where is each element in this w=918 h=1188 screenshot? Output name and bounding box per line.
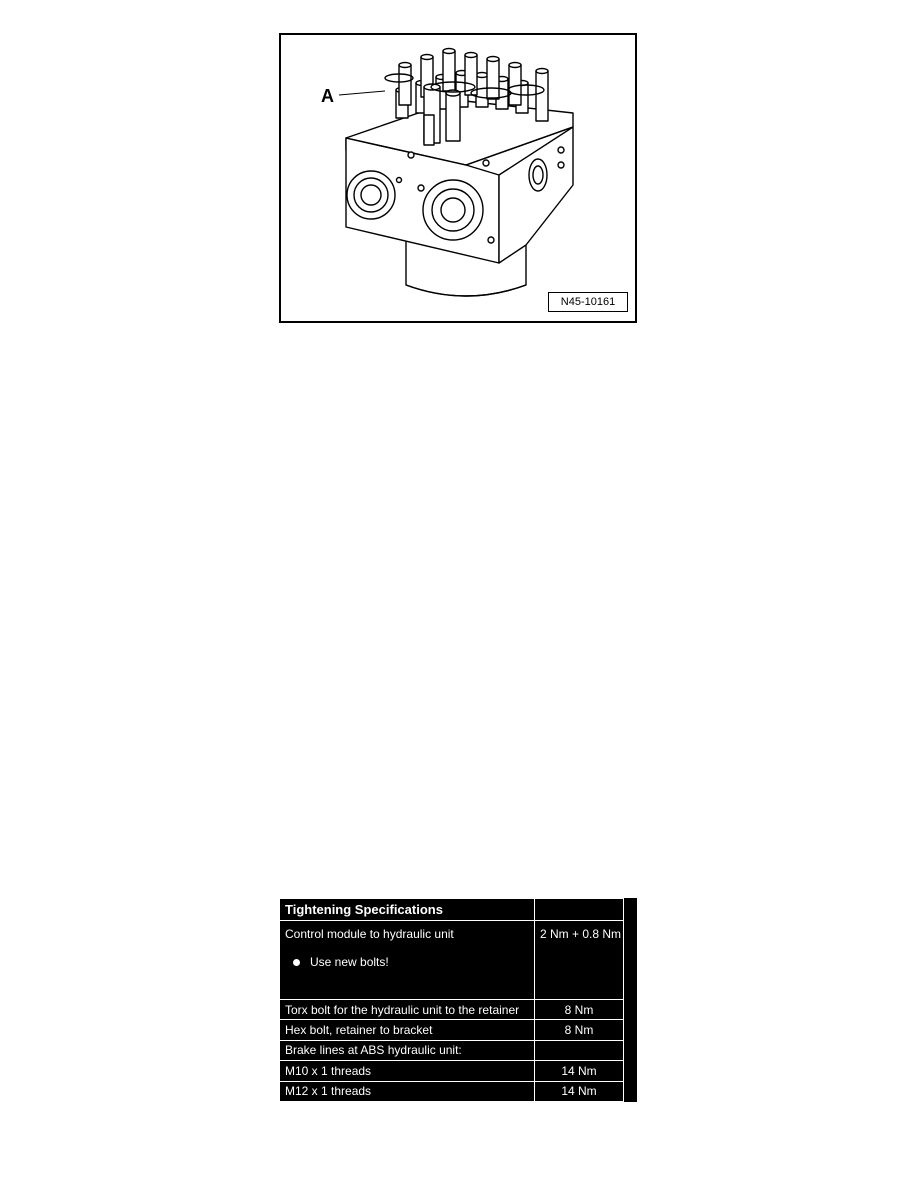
hydraulic-unit-figure bbox=[279, 33, 637, 323]
row-label: Torx bolt for the hydraulic unit to the retainer bbox=[280, 999, 535, 1019]
abs-hydraulic-unit-drawing-icon bbox=[281, 35, 635, 321]
table-row bbox=[280, 1081, 637, 1101]
row-value: 2 Nm + 0.8 Nm bbox=[535, 921, 624, 1000]
table-row bbox=[280, 921, 637, 1000]
note-line bbox=[285, 955, 529, 969]
table-title: Tightening Specifications bbox=[280, 899, 535, 921]
table-row bbox=[280, 999, 637, 1019]
row-value: 8 Nm bbox=[535, 1020, 624, 1040]
table-row bbox=[280, 1020, 637, 1040]
table-header-row bbox=[280, 899, 637, 921]
table-row bbox=[280, 1040, 637, 1060]
row-value: 8 Nm bbox=[535, 999, 624, 1019]
table-row bbox=[280, 1061, 637, 1081]
row-label: Brake lines at ABS hydraulic unit: bbox=[280, 1040, 535, 1060]
callout-label-a: A bbox=[321, 86, 334, 106]
bullet-icon bbox=[293, 959, 300, 966]
row-label: M12 x 1 threads bbox=[280, 1081, 535, 1101]
tightening-specifications-table bbox=[279, 898, 637, 1102]
row-label: M10 x 1 threads bbox=[280, 1061, 535, 1081]
row-note: Use new bolts! bbox=[310, 955, 389, 970]
figure-id-label: N45-10161 bbox=[548, 292, 628, 312]
row-label: Hex bolt, retainer to bracket bbox=[280, 1020, 535, 1040]
row-value bbox=[535, 1040, 624, 1060]
table-header-value bbox=[535, 899, 624, 921]
row-value: 14 Nm bbox=[535, 1081, 624, 1101]
row-label: Control module to hydraulic unit bbox=[285, 927, 454, 942]
row-value: 14 Nm bbox=[535, 1061, 624, 1081]
